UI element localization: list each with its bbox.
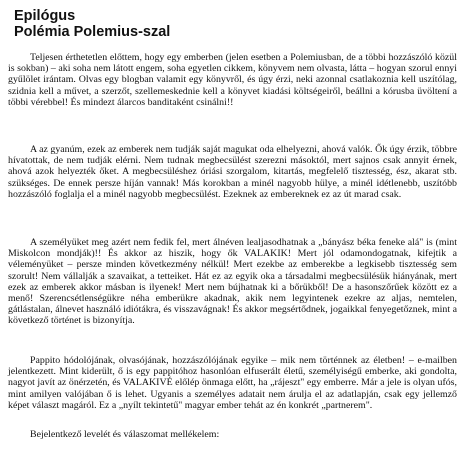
- paragraph-text: A személyüket meg azért nem fedik fel, mert álnéven lealjasodhatnak a „bányász béka feneke alá" is (mint Miskolcon mondják)!! És akkor az hiszik, hogy ők VALAKIK! Mert jól odamondogatnak, kifejtik a véleményüket – persze minden következmény nélkül! Mert ezekbe az emberekbe a legkisebb tisztesség sem szorult! Nem vállalják a szavaikat, a tetteiket. Hát ez az egyik oka a társadalmi megbecsülésük hiányának, mert ezek az emberek akkor másban is ilyenek! Mert nem bújhatnak ki a bőrükből! De a hasonszőrűek között ez a menő! Szerencsétlenségükre néha emberükre akadnak, akik nem legyintenek ezekre az aljas, nemtelen, gátlástalan, álnevet használó idiótákra, és visszavágnak! És akkor megsértődnek, jogaikkal fenyegetőznek, mint a következő történet is bizonyítja.: [8, 237, 457, 327]
- paragraph-text: Bejelentkező levelét és válaszomat mellékelem:: [30, 429, 220, 440]
- paragraph-text: A az gyanúm, ezek az emberek nem tudják saját magukat oda elhelyezni, ahová valók. Ők úgy érzik, többre hívatottak, de nem tudják elérni. Nem tudnak megbecsülést szerezni másoktól, mert sajnos csak annyit érnek, ahová azok helyezték őket. A megbecsüléshez óriási szorgalom, kitartás, megfelelő tisztesség, ész, akarat stb. szükséges. De ennek persze híján vannak! Más korokban a minél nagyobb hülye, a minél idétlenebb, uszítóbb hozzászóló foglalja el a minél nagyobb megbecsülést. Ezeknek az embereknek ez az út marad csak.: [8, 144, 457, 200]
- paragraph-2: [8, 144, 457, 200]
- paragraph-3: [8, 237, 457, 327]
- title-block: [14, 8, 170, 40]
- paragraph-text: Teljesen érthetetlen előttem, hogy egy emberben (jelen esetben a Polemiusban, de a többi hozzászóló közül is sokban) – aki soha nem látott engem, soha egyetlen cikkem, könyvem nem olvasta, látta – hogyan szorul ennyi gyűlölet irántam. Olvas egy blogban valamit egy könyvről, és úgy érzi, neki azonnal csatlakoznia kell uszítólag, szidnia kell a művet, a szerzőt, szellemeskednie kell a könyvet kiadási költségeiről, beállni a kórusba üvöltení a többi vérebbel! És mindezt álarcos banditaként csinálni!!: [8, 52, 457, 108]
- paragraph-4: [8, 355, 457, 411]
- title-epilogue: Epilógus: [14, 8, 76, 24]
- paragraph-5: [8, 429, 457, 440]
- paragraph-text: Pappito hódolójának, olvasójának, hozzászólójának egyike – mik nem történnek az életben! – e-mailben jelentkezett. Mint kiderült, ő is egy pappitóhoz hasonlóan elfuserált életű, személyiségű emberke, aki gondolta, nagyot javít az önérzetén, és VALAKIVÉ előlép önmaga előtt, ha „rájeszt" egy emberre. Már a jele is olyan ufós, mint amilyen valójában ő is lehet. Ugyanis a személyes adatait nem árulja el az adatlapján, csak egy jellemző képet választ magáról. Ez a „nyílt tekintetű" magyar ember tehát az én konkrét „partnerem".: [8, 355, 457, 411]
- paragraph-1: [8, 52, 457, 108]
- title-subtitle: Polémia Polemius-szal: [14, 24, 171, 40]
